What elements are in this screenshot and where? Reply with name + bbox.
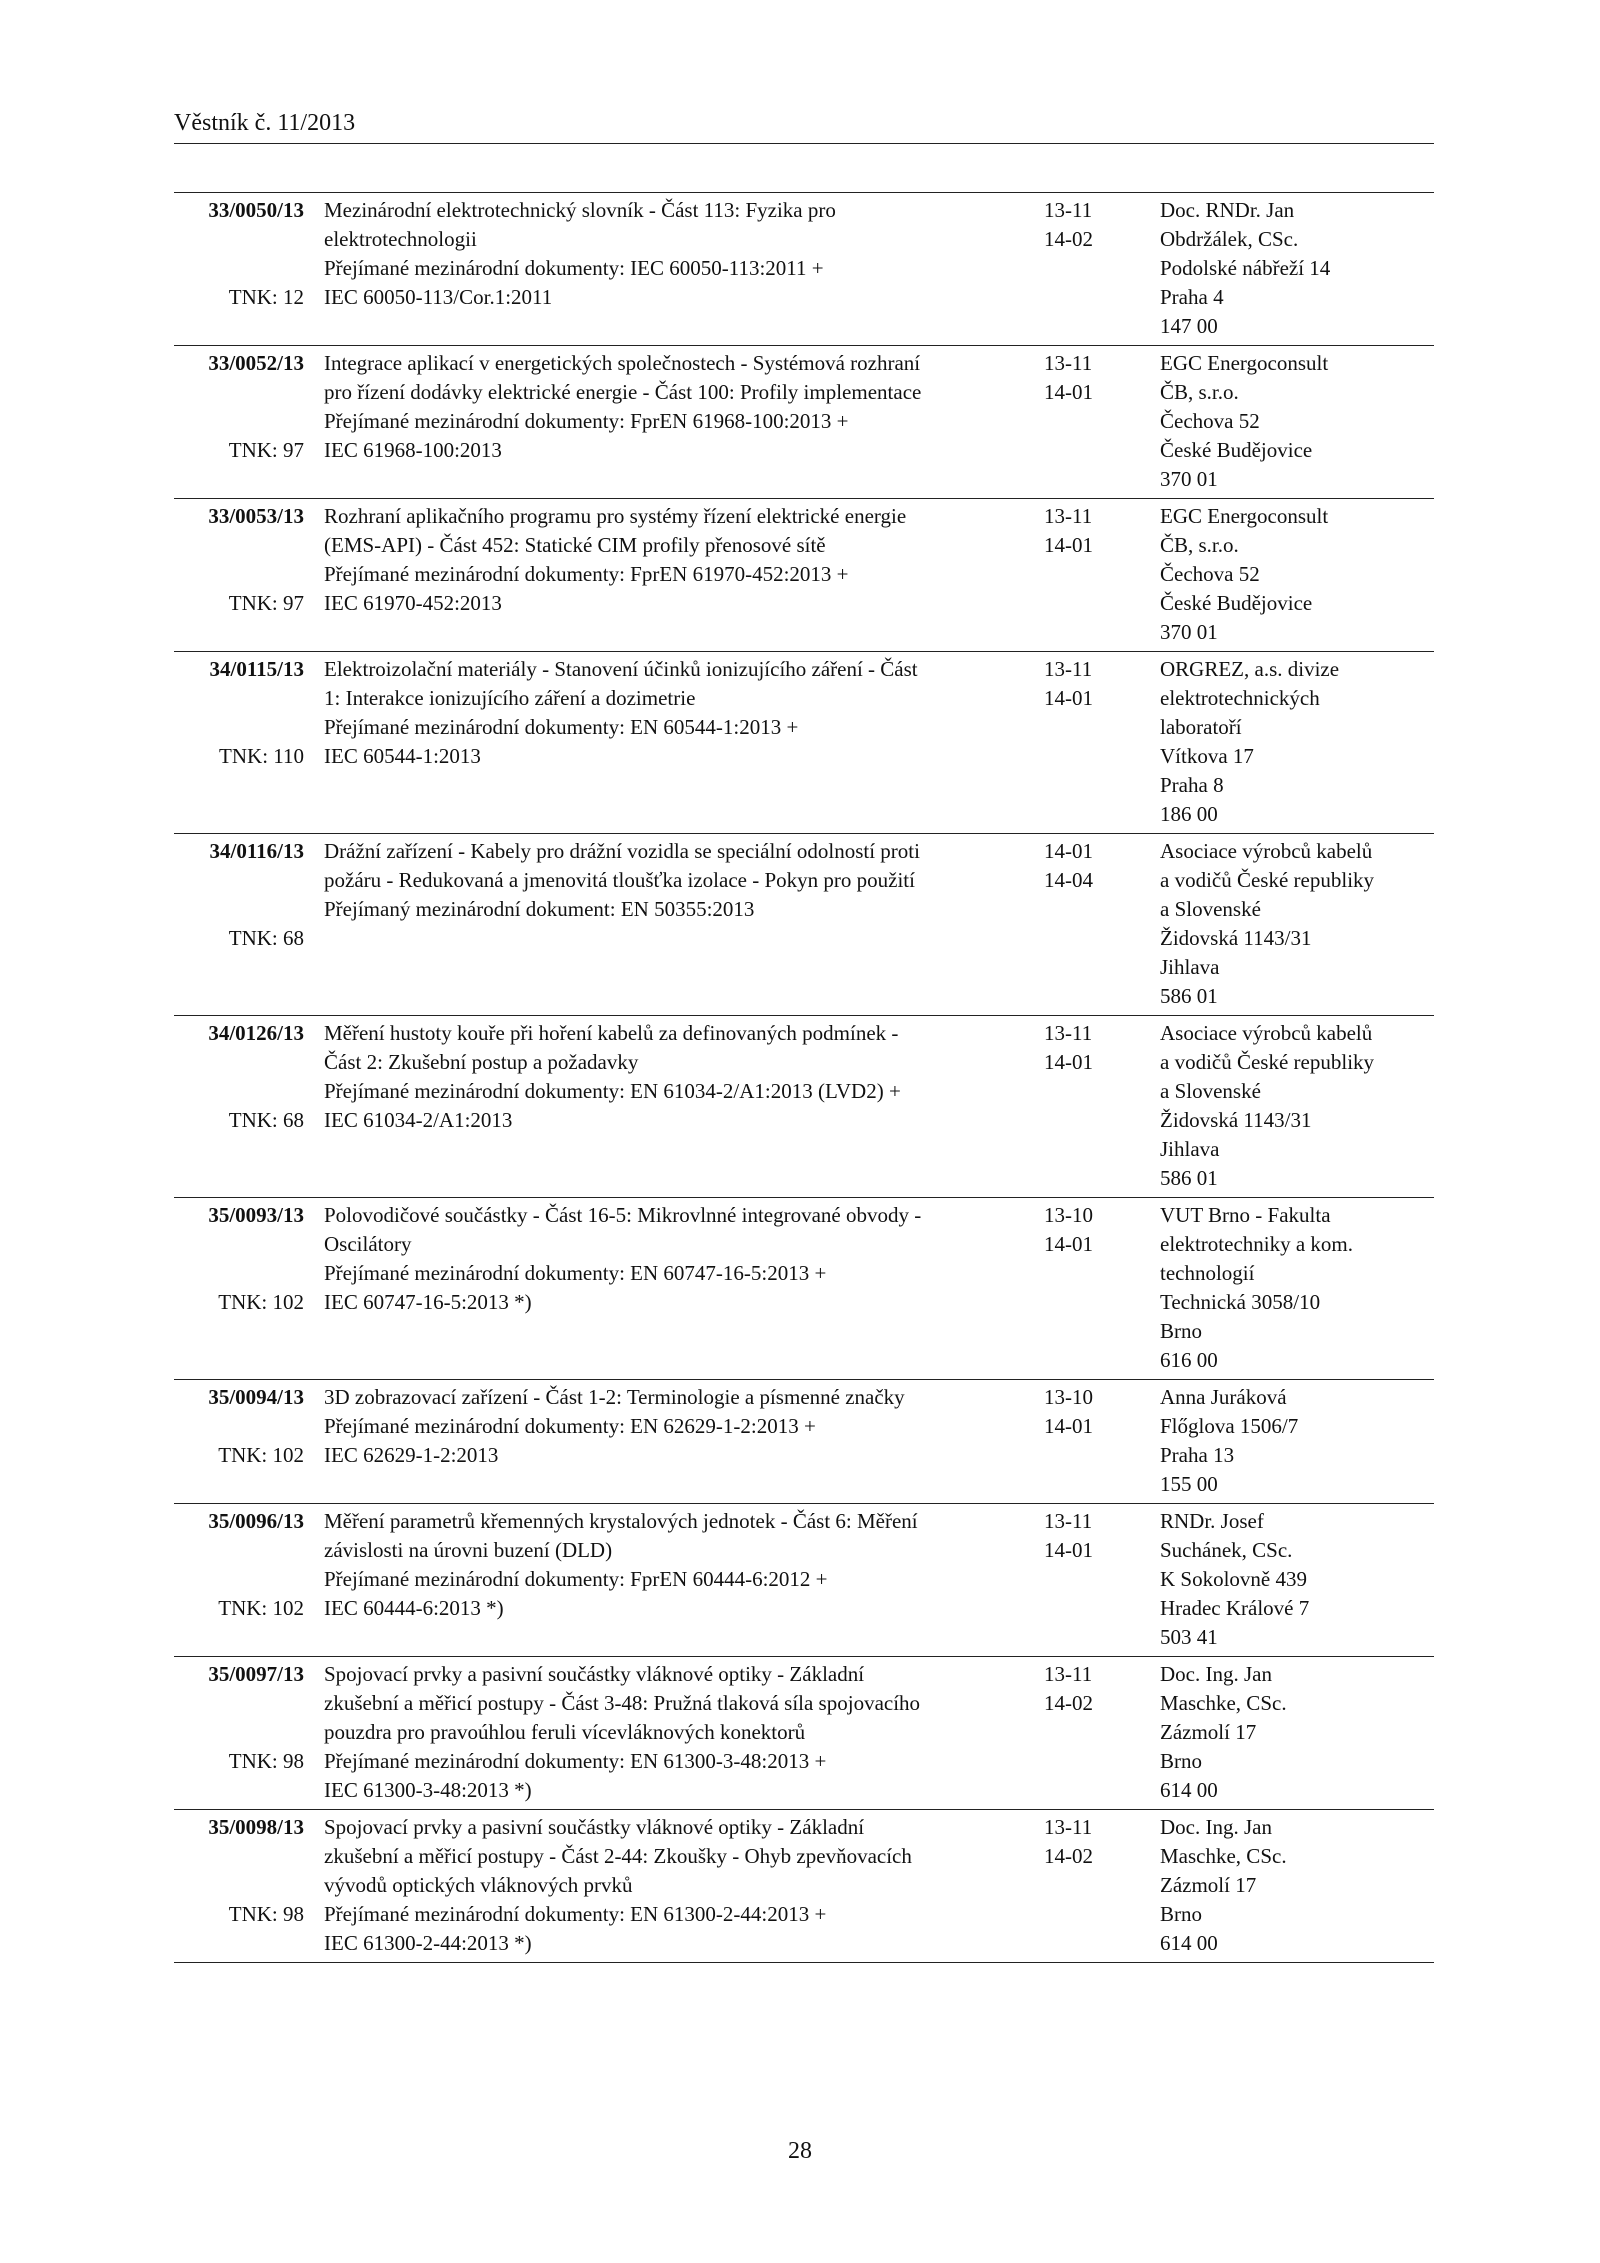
entry-address-line: elektrotechniky a kom.: [1160, 1232, 1354, 1256]
entry-title-line: Mezinárodní elektrotechnický slovník - Část 113: Fyzika pro: [324, 198, 836, 222]
entry-code: 35/0094/13: [208, 1385, 304, 1409]
spacer: [174, 684, 304, 713]
entry-title-line: Přejímané mezinárodní dokumenty: EN 62629-1-2:2013 +: [324, 1414, 816, 1438]
spacer: [174, 895, 304, 924]
entry-title-line: Přejímané mezinárodní dokumenty: EN 60544-1:2013 +: [324, 715, 799, 739]
entry-address-line: Židovská 1143/31: [1160, 1108, 1312, 1132]
standard-entry-row: [174, 1380, 1434, 1504]
entry-code: 35/0098/13: [208, 1815, 304, 1839]
entry-address-line: 586 01: [1160, 1166, 1218, 1190]
spacer: [174, 1565, 304, 1594]
entry-title-line: zkušební a měřicí postupy - Část 2-44: Zkoušky - Ohyb zpevňovacích: [324, 1844, 912, 1868]
entry-address-line: Zázmolí 17: [1160, 1720, 1257, 1744]
entry-id-cell: [174, 346, 324, 499]
standard-entry-row: [174, 346, 1434, 499]
entry-address-line: Brno: [1160, 1902, 1202, 1926]
standard-entry-row: [174, 1504, 1434, 1657]
entry-title-line: Měření parametrů křemenných krystalových jednotek - Část 6: Měření: [324, 1509, 918, 1533]
entry-id-cell: [174, 193, 324, 346]
entry-dates-cell: [1044, 1016, 1160, 1198]
entry-id-cell: [174, 499, 324, 652]
entry-dates-cell: [1044, 499, 1160, 652]
entry-date: 13-10: [1044, 1385, 1093, 1409]
entry-date: 14-02: [1044, 1844, 1093, 1868]
entry-processor-address-cell: [1160, 1380, 1434, 1504]
entry-dates-cell: [1044, 1380, 1160, 1504]
entry-address-line: elektrotechnických: [1160, 686, 1320, 710]
entry-dates-cell: [1044, 1504, 1160, 1657]
entry-title-line: Měření hustoty kouře při hoření kabelů za definovaných podmínek -: [324, 1021, 899, 1045]
entry-address-line: 616 00: [1160, 1348, 1218, 1372]
entry-date: 14-01: [1044, 1538, 1093, 1562]
entry-id-cell: [174, 1504, 324, 1657]
entry-address-line: Anna Juráková: [1160, 1385, 1287, 1409]
entry-tnk: TNK: 97: [228, 438, 304, 462]
standard-entry-row: [174, 193, 1434, 346]
entry-address-line: EGC Energoconsult: [1160, 351, 1329, 375]
entry-title-line: zkušební a měřicí postupy - Část 3-48: Pružná tlaková síla spojovacího: [324, 1691, 921, 1715]
entry-title-line: vývodů optických vláknových prvků: [324, 1873, 633, 1897]
entry-title-line: IEC 61034-2/A1:2013: [324, 1108, 513, 1132]
entry-address-line: Vítkova 17: [1160, 744, 1254, 768]
entry-dates-cell: [1044, 1810, 1160, 1963]
entry-title-line: IEC 61300-2-44:2013 *): [324, 1931, 532, 1955]
spacer: [174, 531, 304, 560]
entry-address-line: 503 41: [1160, 1625, 1218, 1649]
entry-address-line: Praha 4: [1160, 285, 1224, 309]
entry-address-line: Doc. Ing. Jan: [1160, 1815, 1272, 1839]
spacer: [174, 378, 304, 407]
entry-title-line: IEC 60544-1:2013: [324, 744, 481, 768]
entry-processor-address-cell: [1160, 346, 1434, 499]
entry-date: 14-01: [1044, 533, 1093, 557]
entry-title-line: (EMS-API) - Část 452: Statické CIM profily přenosové sítě: [324, 533, 826, 557]
entry-id-cell: [174, 1657, 324, 1810]
entry-title-line: Přejímané mezinárodní dokumenty: IEC 60050-113:2011 +: [324, 256, 824, 280]
entry-code: 34/0116/13: [209, 839, 304, 863]
entry-address-line: Praha 8: [1160, 773, 1224, 797]
entry-address-line: Flőglova 1506/7: [1160, 1414, 1299, 1438]
entry-title-line: 3D zobrazovací zařízení - Část 1-2: Terminologie a písmenné značky: [324, 1385, 905, 1409]
entry-address-line: Praha 13: [1160, 1443, 1235, 1467]
entry-address-line: Podolské nábřeží 14: [1160, 256, 1331, 280]
spacer: [174, 1230, 304, 1259]
standard-entry-row: [174, 834, 1434, 1016]
entry-tnk: TNK: 98: [228, 1902, 304, 1926]
entry-title-line: Oscilátory: [324, 1232, 412, 1256]
entry-title-line: Přejímané mezinárodní dokumenty: EN 61034-2/A1:2013 (LVD2) +: [324, 1079, 901, 1103]
entry-processor-address-cell: [1160, 1198, 1434, 1380]
entry-processor-address-cell: [1160, 834, 1434, 1016]
entry-title-line: Přejímaný mezinárodní dokument: EN 50355:2013: [324, 897, 755, 921]
entry-address-line: 370 01: [1160, 467, 1218, 491]
standard-entry-row: [174, 1810, 1434, 1963]
entry-processor-address-cell: [1160, 193, 1434, 346]
entry-tnk: TNK: 97: [228, 591, 304, 615]
entry-title-line: 1: Interakce ionizujícího záření a dozimetrie: [324, 686, 696, 710]
entry-address-line: Asociace výrobců kabelů: [1160, 839, 1373, 863]
entry-date: 13-10: [1044, 1203, 1093, 1227]
spacer: [174, 407, 304, 436]
standard-entry-row: [174, 499, 1434, 652]
entry-address-line: a Slovenské: [1160, 1079, 1261, 1103]
entry-address-line: EGC Energoconsult: [1160, 504, 1329, 528]
entry-id-cell: [174, 1016, 324, 1198]
entry-id-cell: [174, 834, 324, 1016]
entry-address-line: Jihlava: [1160, 1137, 1220, 1161]
entry-tnk: TNK: 102: [218, 1290, 304, 1314]
entry-dates-cell: [1044, 652, 1160, 834]
spacer: [174, 1412, 304, 1441]
entry-address-line: 186 00: [1160, 802, 1218, 826]
entry-title-line: IEC 61300-3-48:2013 *): [324, 1778, 532, 1802]
entry-date: 14-01: [1044, 1232, 1093, 1256]
entry-code: 33/0052/13: [208, 351, 304, 375]
entry-tnk: TNK: 12: [228, 285, 304, 309]
entry-title-cell: [324, 1504, 1044, 1657]
standard-entry-row: [174, 1016, 1434, 1198]
entry-title-line: Přejímané mezinárodní dokumenty: FprEN 61970-452:2013 +: [324, 562, 849, 586]
entry-date: 14-04: [1044, 868, 1093, 892]
entry-title-cell: [324, 499, 1044, 652]
entry-address-line: technologií: [1160, 1261, 1255, 1285]
entry-tnk: TNK: 68: [228, 926, 304, 950]
entry-title-line: IEC 60444-6:2013 *): [324, 1596, 504, 1620]
spacer: [174, 1536, 304, 1565]
entry-date: 13-11: [1044, 198, 1093, 222]
entry-address-line: Doc. RNDr. Jan: [1160, 198, 1295, 222]
entry-address-line: Maschke, CSc.: [1160, 1691, 1287, 1715]
entry-title-line: Přejímané mezinárodní dokumenty: FprEN 60444-6:2012 +: [324, 1567, 828, 1591]
spacer: [174, 713, 304, 742]
entry-processor-address-cell: [1160, 1657, 1434, 1810]
entry-address-line: České Budějovice: [1160, 591, 1313, 615]
entry-processor-address-cell: [1160, 652, 1434, 834]
entry-date: 13-11: [1044, 1815, 1093, 1839]
entry-address-line: Asociace výrobců kabelů: [1160, 1021, 1373, 1045]
entry-address-line: 614 00: [1160, 1931, 1218, 1955]
spacer: [174, 1689, 304, 1718]
entry-processor-address-cell: [1160, 1504, 1434, 1657]
entry-title-cell: [324, 652, 1044, 834]
entry-title-line: Část 2: Zkušební postup a požadavky: [324, 1050, 639, 1074]
entry-address-line: Brno: [1160, 1749, 1202, 1773]
standard-entry-row: [174, 652, 1434, 834]
spacer: [174, 1842, 304, 1871]
entry-title-cell: [324, 1380, 1044, 1504]
entry-title-cell: [324, 346, 1044, 499]
entry-processor-address-cell: [1160, 1810, 1434, 1963]
entry-title-line: Elektroizolační materiály - Stanovení účinků ionizujícího záření - Část: [324, 657, 918, 681]
entry-date: 14-01: [1044, 1414, 1093, 1438]
entry-address-line: České Budějovice: [1160, 438, 1313, 462]
entry-id-cell: [174, 652, 324, 834]
entry-address-line: Zázmolí 17: [1160, 1873, 1257, 1897]
entry-title-line: Přejímané mezinárodní dokumenty: EN 61300-2-44:2013 +: [324, 1902, 827, 1926]
entry-address-line: 370 01: [1160, 620, 1218, 644]
entry-title-line: pouzdra pro pravoúhlou feruli vícevláknových konektorů: [324, 1720, 806, 1744]
standards-table-body: [174, 193, 1434, 1963]
entry-dates-cell: [1044, 346, 1160, 499]
entry-dates-cell: [1044, 834, 1160, 1016]
entry-address-line: Obdržálek, CSc.: [1160, 227, 1299, 251]
entry-id-cell: [174, 1198, 324, 1380]
entry-date: 14-02: [1044, 1691, 1093, 1715]
entry-address-line: 614 00: [1160, 1778, 1218, 1802]
entry-dates-cell: [1044, 1657, 1160, 1810]
standard-entry-row: [174, 1198, 1434, 1380]
page-number: 28: [788, 2138, 812, 2164]
entry-address-line: Jihlava: [1160, 955, 1220, 979]
entry-title-line: požáru - Redukovaná a jmenovitá tloušťka izolace - Pokyn pro použití: [324, 868, 915, 892]
entry-address-line: ORGREZ, a.s. divize: [1160, 657, 1340, 681]
spacer: [174, 254, 304, 283]
entry-title-cell: [324, 193, 1044, 346]
entry-address-line: Hradec Králové 7: [1160, 1596, 1310, 1620]
entry-title-line: Rozhraní aplikačního programu pro systémy řízení elektrické energie: [324, 504, 907, 528]
entry-id-cell: [174, 1380, 324, 1504]
entry-date: 13-11: [1044, 504, 1093, 528]
entry-title-cell: [324, 1198, 1044, 1380]
entry-address-line: Suchánek, CSc.: [1160, 1538, 1293, 1562]
entry-tnk: TNK: 68: [228, 1108, 304, 1132]
entry-title-cell: [324, 1016, 1044, 1198]
entry-tnk: TNK: 102: [218, 1596, 304, 1620]
entry-date: 13-11: [1044, 1509, 1093, 1533]
entry-title-cell: [324, 1810, 1044, 1963]
entry-address-line: Technická 3058/10: [1160, 1290, 1321, 1314]
entry-code: 33/0050/13: [208, 198, 304, 222]
entry-title-line: IEC 60747-16-5:2013 *): [324, 1290, 532, 1314]
entry-address-line: Brno: [1160, 1319, 1202, 1343]
standards-table: [174, 192, 1434, 1963]
entry-address-line: Doc. Ing. Jan: [1160, 1662, 1272, 1686]
entry-title-cell: [324, 834, 1044, 1016]
spacer: [174, 1259, 304, 1288]
entry-title-line: IEC 60050-113/Cor.1:2011: [324, 285, 553, 309]
entry-code: 34/0115/13: [209, 657, 304, 681]
entry-title-line: závislosti na úrovni buzení (DLD): [324, 1538, 613, 1562]
entry-title-cell: [324, 1657, 1044, 1810]
entry-processor-address-cell: [1160, 1016, 1434, 1198]
entry-address-line: a vodičů České republiky: [1160, 868, 1375, 892]
entry-address-line: K Sokolovně 439: [1160, 1567, 1307, 1591]
entry-address-line: laboratoří: [1160, 715, 1242, 739]
entry-title-line: Přejímané mezinárodní dokumenty: EN 61300-3-48:2013 +: [324, 1749, 827, 1773]
entry-tnk: TNK: 98: [228, 1749, 304, 1773]
spacer: [174, 1077, 304, 1106]
spacer: [174, 1871, 304, 1900]
entry-title-line: Integrace aplikací v energetických společnostech - Systémová rozhraní: [324, 351, 921, 375]
entry-date: 13-11: [1044, 351, 1093, 375]
entry-title-line: IEC 61968-100:2013: [324, 438, 502, 462]
spacer: [174, 560, 304, 589]
entry-date: 14-01: [1044, 1050, 1093, 1074]
entry-code: 35/0097/13: [208, 1662, 304, 1686]
entry-title-line: [324, 924, 1034, 953]
entry-title-line: pro řízení dodávky elektrické energie - Část 100: Profily implementace: [324, 380, 922, 404]
entry-date: 14-01: [1044, 839, 1093, 863]
page-header: [174, 110, 1434, 144]
entry-date: 14-02: [1044, 227, 1093, 251]
entry-date: 13-11: [1044, 1021, 1093, 1045]
entry-title-line: Polovodičové součástky - Část 16-5: Mikrovlnné integrované obvody -: [324, 1203, 922, 1227]
entry-title-line: Spojovací prvky a pasivní součástky vláknové optiky - Základní: [324, 1815, 865, 1839]
entry-code: 34/0126/13: [208, 1021, 304, 1045]
entry-address-line: Židovská 1143/31: [1160, 926, 1312, 950]
entry-title-line: IEC 61970-452:2013: [324, 591, 502, 615]
entry-dates-cell: [1044, 1198, 1160, 1380]
entry-code: 35/0096/13: [208, 1509, 304, 1533]
entry-tnk: TNK: 102: [218, 1443, 304, 1467]
entry-processor-address-cell: [1160, 499, 1434, 652]
entry-address-line: RNDr. Josef: [1160, 1509, 1264, 1533]
journal-title: Věstník č. 11/2013: [174, 110, 356, 136]
entry-address-line: Čechova 52: [1160, 409, 1260, 433]
entry-id-cell: [174, 1810, 324, 1963]
entry-title-line: elektrotechnologii: [324, 227, 477, 251]
standard-entry-row: [174, 1657, 1434, 1810]
entry-title-line: Drážní zařízení - Kabely pro drážní vozidla se speciální odolností proti: [324, 839, 920, 863]
entry-address-line: a Slovenské: [1160, 897, 1261, 921]
entry-address-line: VUT Brno - Fakulta: [1160, 1203, 1331, 1227]
entry-code: 33/0053/13: [208, 504, 304, 528]
spacer: [174, 1718, 304, 1747]
entry-address-line: ČB, s.r.o.: [1160, 380, 1239, 404]
entry-dates-cell: [1044, 193, 1160, 346]
entry-title-line: Přejímané mezinárodní dokumenty: FprEN 61968-100:2013 +: [324, 409, 849, 433]
entry-address-line: 155 00: [1160, 1472, 1218, 1496]
entry-date: 13-11: [1044, 657, 1093, 681]
entry-address-line: Maschke, CSc.: [1160, 1844, 1287, 1868]
entry-address-line: a vodičů České republiky: [1160, 1050, 1375, 1074]
entry-date: 14-01: [1044, 686, 1093, 710]
spacer: [174, 866, 304, 895]
entry-code: 35/0093/13: [208, 1203, 304, 1227]
entry-address-line: 586 01: [1160, 984, 1218, 1008]
entry-address-line: 147 00: [1160, 314, 1218, 338]
spacer: [174, 225, 304, 254]
entry-title-line: IEC 62629-1-2:2013: [324, 1443, 499, 1467]
entry-date: 13-11: [1044, 1662, 1093, 1686]
entry-date: 14-01: [1044, 380, 1093, 404]
spacer: [174, 1048, 304, 1077]
entry-address-line: Čechova 52: [1160, 562, 1260, 586]
entry-tnk: TNK: 110: [219, 744, 304, 768]
entry-title-line: Spojovací prvky a pasivní součástky vláknové optiky - Základní: [324, 1662, 865, 1686]
entry-address-line: ČB, s.r.o.: [1160, 533, 1239, 557]
entry-title-line: Přejímané mezinárodní dokumenty: EN 60747-16-5:2013 +: [324, 1261, 827, 1285]
